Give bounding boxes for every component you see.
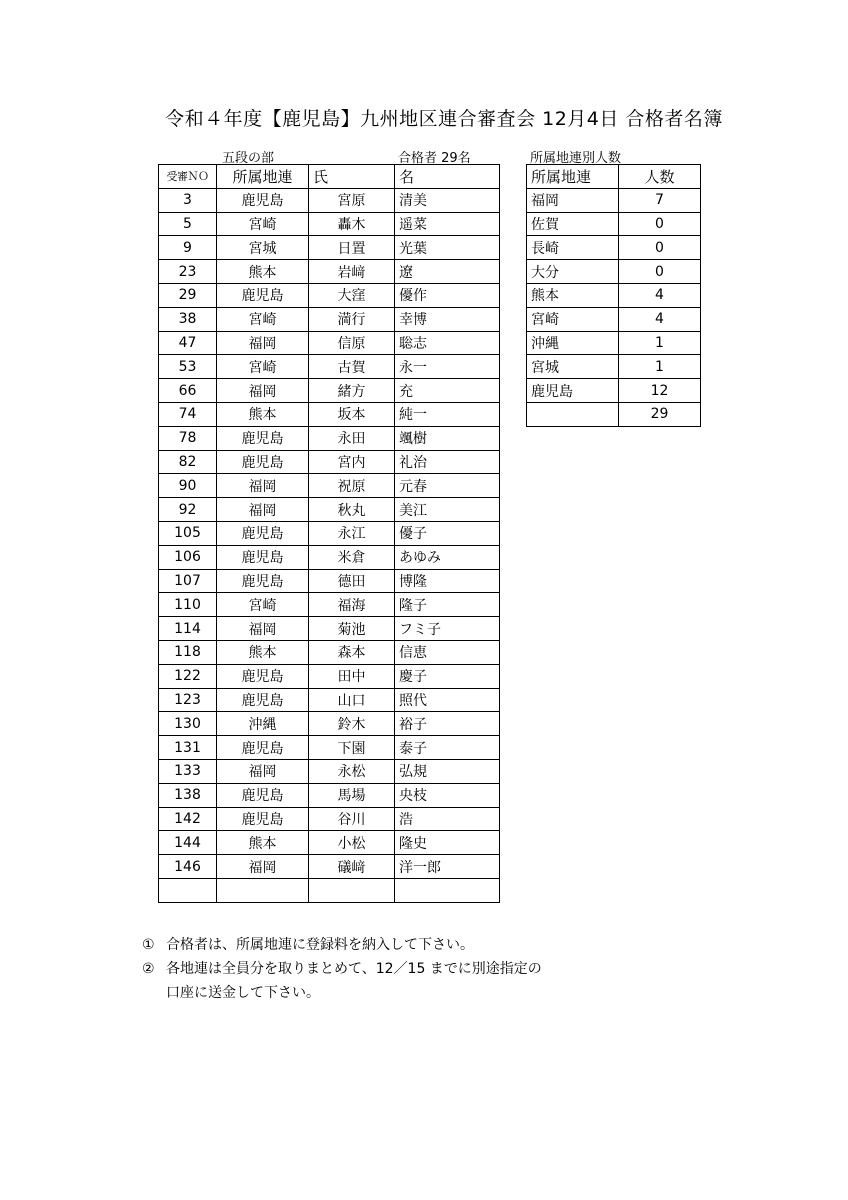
given-name-cell: 充 <box>395 379 500 403</box>
region-cell: 鹿児島 <box>217 426 309 450</box>
table-row <box>159 855 500 879</box>
given-name-cell: 隆子 <box>395 593 500 617</box>
table-row <box>159 688 500 712</box>
exam-no-cell: 90 <box>159 474 217 498</box>
exam-no-cell: 3 <box>159 188 217 212</box>
region-cell: 福岡 <box>217 331 309 355</box>
summary-row <box>527 355 701 379</box>
summary-caption: 所属地連別人数 <box>530 151 622 166</box>
summary-region-cell: 宮城 <box>527 355 619 379</box>
region-cell: 宮崎 <box>217 593 309 617</box>
exam-no-cell: 74 <box>159 402 217 426</box>
table-row <box>159 426 500 450</box>
table-row <box>159 807 500 831</box>
table-row <box>159 759 500 783</box>
given-name-cell: 颯樹 <box>395 426 500 450</box>
exam-no-cell: 78 <box>159 426 217 450</box>
section-label: 五段の部 <box>222 151 275 166</box>
region-cell: 鹿児島 <box>217 569 309 593</box>
surname-cell: 米倉 <box>309 545 395 569</box>
summary-region-cell: 沖縄 <box>527 331 619 355</box>
exam-no-cell: 29 <box>159 283 217 307</box>
exam-no-cell: 106 <box>159 545 217 569</box>
given-name-cell: 隆史 <box>395 831 500 855</box>
note-2-continued: 口座に送金して下さい。 <box>166 985 320 1001</box>
given-name-cell: フミ子 <box>395 617 500 641</box>
table-row <box>159 545 500 569</box>
summary-row <box>527 212 701 236</box>
region-cell: 宮崎 <box>217 307 309 331</box>
given-name-cell: 慶子 <box>395 664 500 688</box>
exam-no-cell: 66 <box>159 379 217 403</box>
table-row <box>159 402 500 426</box>
region-cell: 熊本 <box>217 402 309 426</box>
table-row <box>159 474 500 498</box>
summary-count-cell: 12 <box>619 379 701 403</box>
header-given-name: 名 <box>395 165 500 189</box>
region-cell: 鹿児島 <box>217 664 309 688</box>
surname-cell: 大窪 <box>309 283 395 307</box>
surname-cell: 古賀 <box>309 355 395 379</box>
summary-region-cell <box>527 402 619 426</box>
table-row <box>159 569 500 593</box>
region-cell: 宮崎 <box>217 212 309 236</box>
region-cell <box>217 878 309 902</box>
table-row <box>159 498 500 522</box>
given-name-cell: 優作 <box>395 283 500 307</box>
passers-table <box>158 164 500 903</box>
pass-count-label: 合格者 29名 <box>398 151 471 166</box>
surname-cell: 宮内 <box>309 450 395 474</box>
surname-cell: 小松 <box>309 831 395 855</box>
given-name-cell: 清美 <box>395 188 500 212</box>
exam-no-cell: 130 <box>159 712 217 736</box>
region-cell: 福岡 <box>217 498 309 522</box>
table-header-row <box>159 165 500 189</box>
summary-count-cell: 0 <box>619 236 701 260</box>
exam-no-cell: 123 <box>159 688 217 712</box>
summary-count-cell: 4 <box>619 307 701 331</box>
summary-region-cell: 佐賀 <box>527 212 619 236</box>
region-cell: 鹿児島 <box>217 783 309 807</box>
given-name-cell: 照代 <box>395 688 500 712</box>
given-name-cell: 信恵 <box>395 640 500 664</box>
exam-no-cell: 23 <box>159 260 217 284</box>
exam-no-cell: 118 <box>159 640 217 664</box>
given-name-cell: 元春 <box>395 474 500 498</box>
region-cell: 福岡 <box>217 759 309 783</box>
notes <box>142 933 542 1005</box>
region-cell: 福岡 <box>217 379 309 403</box>
summary-count-cell: 1 <box>619 355 701 379</box>
given-name-cell <box>395 878 500 902</box>
surname-cell: 信原 <box>309 331 395 355</box>
surname-cell: 下園 <box>309 736 395 760</box>
surname-cell: 宮原 <box>309 188 395 212</box>
table-row <box>159 331 500 355</box>
exam-no-cell: 82 <box>159 450 217 474</box>
summary-region-cell: 福岡 <box>527 188 619 212</box>
note-1 <box>142 933 542 957</box>
region-count-table <box>526 164 701 427</box>
summary-region-cell: 宮崎 <box>527 307 619 331</box>
note-2-text: 各地連は全員分を取りまとめて、12／15 までに別途指定の <box>166 961 542 977</box>
summary-count-cell: 0 <box>619 212 701 236</box>
exam-no-cell: 107 <box>159 569 217 593</box>
region-cell: 沖縄 <box>217 712 309 736</box>
exam-no-cell: 9 <box>159 236 217 260</box>
exam-no-cell: 144 <box>159 831 217 855</box>
region-cell: 熊本 <box>217 640 309 664</box>
summary-header-row <box>527 165 701 189</box>
note-1-number: ① <box>142 937 155 953</box>
region-cell: 鹿児島 <box>217 545 309 569</box>
given-name-cell: 聡志 <box>395 331 500 355</box>
given-name-cell: 央枝 <box>395 783 500 807</box>
given-name-cell: 遼 <box>395 260 500 284</box>
surname-cell: 礒﨑 <box>309 855 395 879</box>
exam-no-cell: 53 <box>159 355 217 379</box>
given-name-cell: 純一 <box>395 402 500 426</box>
table-row <box>159 831 500 855</box>
region-cell: 鹿児島 <box>217 521 309 545</box>
table-row <box>159 188 500 212</box>
table-row <box>159 617 500 641</box>
table-row <box>159 593 500 617</box>
surname-cell: 山口 <box>309 688 395 712</box>
summary-row <box>527 236 701 260</box>
table-row <box>159 878 500 902</box>
given-name-cell: 弘規 <box>395 759 500 783</box>
summary-count-cell: 0 <box>619 260 701 284</box>
table-row <box>159 236 500 260</box>
summary-row <box>527 307 701 331</box>
header-exam-no: 受審ＮＯ <box>159 165 217 189</box>
exam-no-cell: 142 <box>159 807 217 831</box>
region-cell: 宮城 <box>217 236 309 260</box>
exam-no-cell: 110 <box>159 593 217 617</box>
given-name-cell: あゆみ <box>395 545 500 569</box>
summary-row <box>527 331 701 355</box>
summary-row <box>527 188 701 212</box>
exam-no-cell: 92 <box>159 498 217 522</box>
exam-no-cell: 105 <box>159 521 217 545</box>
table-row <box>159 664 500 688</box>
surname-cell: 秋丸 <box>309 498 395 522</box>
region-cell: 福岡 <box>217 474 309 498</box>
note-2-number: ② <box>142 961 155 977</box>
summary-count-cell: 1 <box>619 331 701 355</box>
given-name-cell: 博隆 <box>395 569 500 593</box>
exam-no-cell: 138 <box>159 783 217 807</box>
given-name-cell: 優子 <box>395 521 500 545</box>
summary-count-cell: 4 <box>619 283 701 307</box>
summary-row <box>527 402 701 426</box>
region-cell: 鹿児島 <box>217 736 309 760</box>
table-row <box>159 307 500 331</box>
table-row <box>159 640 500 664</box>
surname-cell: 森本 <box>309 640 395 664</box>
table-row <box>159 283 500 307</box>
given-name-cell: 永一 <box>395 355 500 379</box>
summary-count-cell: 29 <box>619 402 701 426</box>
summary-header-count: 人数 <box>619 165 701 189</box>
exam-no-cell: 133 <box>159 759 217 783</box>
summary-row <box>527 260 701 284</box>
given-name-cell: 浩 <box>395 807 500 831</box>
summary-region-cell: 熊本 <box>527 283 619 307</box>
surname-cell: 満行 <box>309 307 395 331</box>
region-cell: 鹿児島 <box>217 188 309 212</box>
surname-cell: 馬場 <box>309 783 395 807</box>
region-cell: 鹿児島 <box>217 807 309 831</box>
surname-cell: 坂本 <box>309 402 395 426</box>
table-row <box>159 736 500 760</box>
given-name-cell: 美江 <box>395 498 500 522</box>
table-row <box>159 450 500 474</box>
surname-cell: 谷川 <box>309 807 395 831</box>
given-name-cell: 泰子 <box>395 736 500 760</box>
page-title: 令和４年度【鹿児島】九州地区連合審査会 12月4日 合格者名簿 <box>165 108 723 130</box>
summary-region-cell: 長崎 <box>527 236 619 260</box>
summary-region-cell: 鹿児島 <box>527 379 619 403</box>
surname-cell: 鈴木 <box>309 712 395 736</box>
region-cell: 宮崎 <box>217 355 309 379</box>
exam-no-cell: 5 <box>159 212 217 236</box>
surname-cell <box>309 878 395 902</box>
surname-cell: 祝原 <box>309 474 395 498</box>
exam-no-cell: 146 <box>159 855 217 879</box>
table-row <box>159 260 500 284</box>
summary-row <box>527 283 701 307</box>
summary-header-region: 所属地連 <box>527 165 619 189</box>
region-cell: 熊本 <box>217 260 309 284</box>
table-row <box>159 379 500 403</box>
note-2 <box>142 957 542 981</box>
region-cell: 福岡 <box>217 617 309 641</box>
summary-count-cell: 7 <box>619 188 701 212</box>
surname-cell: 緒方 <box>309 379 395 403</box>
exam-no-cell <box>159 878 217 902</box>
exam-no-cell: 131 <box>159 736 217 760</box>
exam-no-cell: 47 <box>159 331 217 355</box>
surname-cell: 永田 <box>309 426 395 450</box>
region-cell: 鹿児島 <box>217 283 309 307</box>
surname-cell: 岩﨑 <box>309 260 395 284</box>
surname-cell: 田中 <box>309 664 395 688</box>
region-cell: 熊本 <box>217 831 309 855</box>
table-row <box>159 712 500 736</box>
exam-no-cell: 114 <box>159 617 217 641</box>
surname-cell: 永江 <box>309 521 395 545</box>
surname-cell: 菊池 <box>309 617 395 641</box>
surname-cell: 永松 <box>309 759 395 783</box>
given-name-cell: 裕子 <box>395 712 500 736</box>
note-1-text: 合格者は、所属地連に登録料を納入して下さい。 <box>166 937 474 953</box>
given-name-cell: 光葉 <box>395 236 500 260</box>
region-cell: 福岡 <box>217 855 309 879</box>
exam-no-cell: 122 <box>159 664 217 688</box>
region-cell: 鹿児島 <box>217 688 309 712</box>
given-name-cell: 遥菜 <box>395 212 500 236</box>
table-row <box>159 521 500 545</box>
summary-row <box>527 379 701 403</box>
surname-cell: 德田 <box>309 569 395 593</box>
header-region: 所属地連 <box>217 165 309 189</box>
surname-cell: 福海 <box>309 593 395 617</box>
table-row <box>159 355 500 379</box>
header-surname: 氏 <box>309 165 395 189</box>
summary-region-cell: 大分 <box>527 260 619 284</box>
exam-no-cell: 38 <box>159 307 217 331</box>
surname-cell: 日置 <box>309 236 395 260</box>
region-cell: 鹿児島 <box>217 450 309 474</box>
given-name-cell: 洋一郎 <box>395 855 500 879</box>
given-name-cell: 幸博 <box>395 307 500 331</box>
table-row <box>159 212 500 236</box>
surname-cell: 轟木 <box>309 212 395 236</box>
table-row <box>159 783 500 807</box>
given-name-cell: 礼治 <box>395 450 500 474</box>
